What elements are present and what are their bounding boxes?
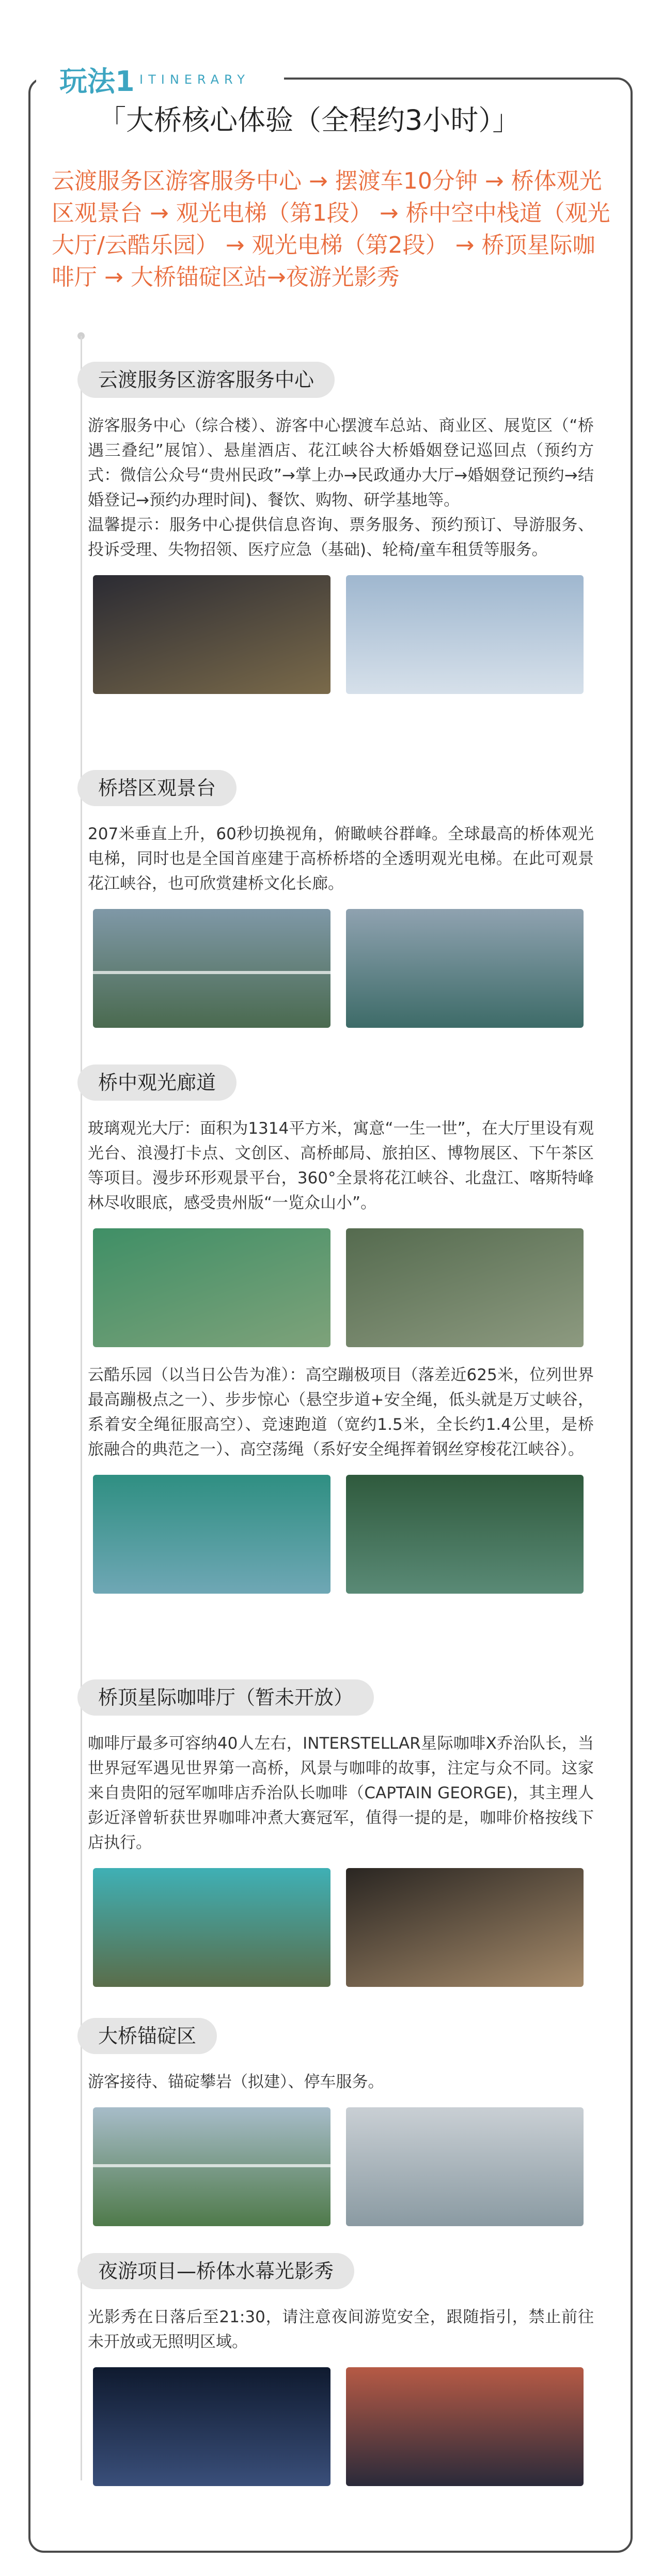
section-service-center bbox=[77, 362, 594, 694]
section-paragraph: 光影秀在日落后至21:30，请注意夜间游览安全，跟随指引，禁止前往未开放或无照明区域。 bbox=[88, 2308, 594, 2351]
itinerary-tag: 玩法1 bbox=[59, 65, 135, 98]
bridge-top-aerial-image bbox=[93, 1868, 330, 1987]
section-paragraph: 温馨提示：服务中心提供信息咨询、票务服务、预约预订、导游服务、投诉受理、失物招领、医疗应急（基础)、轮椅/童车租赁等服务。 bbox=[88, 516, 594, 559]
section-tower-observation bbox=[77, 770, 594, 1028]
section-title: 桥塔区观景台 bbox=[77, 770, 237, 806]
section-paragraph: 玻璃观光大厅：面积为1314平方米，寓意“一生一世”，在大厅里设有观光台、浪漫打卡点、文创区、高桥邮局、旅拍区、博物展区、下午茶区等项目。漫步环形观景平台，360°全景将花江峡谷、北盘江、喀斯特峰林尽收眼底，感受贵州版“一览众山小”。 bbox=[88, 1119, 594, 1212]
section-anchor-area bbox=[77, 2018, 594, 2226]
bungee-jump-image bbox=[346, 1475, 584, 1594]
section-paragraph: 咖啡厅最多可容纳40人左右，INTERSTELLAR星际咖啡X乔治队长，当世界冠军遇见世界第一高桥，风景与咖啡的故事，注定与众不同。这家来自贵阳的冠军咖啡店乔治队长咖啡（CAPTAIN GEORGE)，其主理人彭近泽曾斩获世界咖啡冲煮大赛冠军，值得一提的是，咖啡价格按线下店执行。 bbox=[88, 1734, 594, 1852]
night-milky-way-image bbox=[93, 2367, 330, 2486]
bridge-in-fog-image bbox=[346, 2107, 584, 2226]
section-night-show bbox=[77, 2253, 594, 2486]
section-title: 大桥锚碇区 bbox=[77, 2018, 217, 2054]
bridge-tower-view-image bbox=[93, 909, 330, 1028]
service-center-sign-image bbox=[346, 575, 584, 694]
service-center-interior-image bbox=[93, 575, 330, 694]
canyon-overlook-image bbox=[346, 1228, 584, 1347]
section-title: 夜游项目—桥体水幕光影秀 bbox=[77, 2253, 354, 2289]
section-mid-bridge-corridor bbox=[77, 1065, 594, 1594]
section-title: 桥中观光廊道 bbox=[77, 1065, 237, 1101]
skywalk-path-image bbox=[93, 1475, 330, 1594]
section-title: 桥顶星际咖啡厅（暂未开放） bbox=[77, 1679, 374, 1716]
section-title: 云渡服务区游客服务中心 bbox=[77, 362, 335, 398]
section-paragraph: 207米垂直上升，60秒切换视角，俯瞰峡谷群峰。全球最高的桥体观光电梯，同时也是全国首座建于高桥桥塔的全透明观光电梯。在此可观景花江峡谷，也可欣赏建桥文化长廊。 bbox=[88, 825, 594, 893]
section-sky-cafe bbox=[77, 1679, 594, 1987]
sunset-bridge-image bbox=[346, 2367, 584, 2486]
glass-elevator-image bbox=[346, 909, 584, 1028]
coffee-brewing-image bbox=[346, 1868, 584, 1987]
glass-hall-view-image bbox=[93, 1228, 330, 1347]
section-paragraph: 游客接待、锚碇攀岩（拟建）、停车服务。 bbox=[88, 2073, 384, 2091]
section-paragraph: 游客服务中心（综合楼）、游客中心摆渡车总站、商业区、展览区（“桥遇三叠纪”展馆）、悬崖酒店、花江峡谷大桥婚姻登记巡回点（预约方式：微信公众号“贵州民政”→掌上办→民政通办大厅→婚姻登记预约→结婚登记→预约办理时间)、餐饮、购物、研学基地等。 bbox=[88, 417, 594, 510]
itinerary-subtitle: ITINERARY bbox=[139, 72, 250, 87]
anchor-area-bridge-image bbox=[93, 2107, 330, 2226]
route-steps: 云渡服务区游客服务中心 → 摆渡车10分钟 → 桥体观光区观景台 → 观光电梯（第1段） → 桥中空中栈道（观光大厅/云酷乐园） → 观光电梯（第2段） → 桥顶星际咖啡厅 → 大桥锚碇区站→夜游光影秀 bbox=[52, 168, 610, 290]
route-title: 「大桥核心体验（全程约3小时）」 bbox=[98, 104, 521, 136]
section-paragraph: 云酷乐园（以当日公告为准）：高空蹦极项目（落差近625米，位列世界最高蹦极点之一）、步步惊心（悬空步道+安全绳，低头就是万丈峡谷，系着安全绳征服高空）、竞速跑道（宽约1.5米，全长约1.4公里，是桥旅融合的典范之一）、高空荡绳（系好安全绳挥着钢丝穿梭花江峡谷）。 bbox=[88, 1366, 594, 1459]
